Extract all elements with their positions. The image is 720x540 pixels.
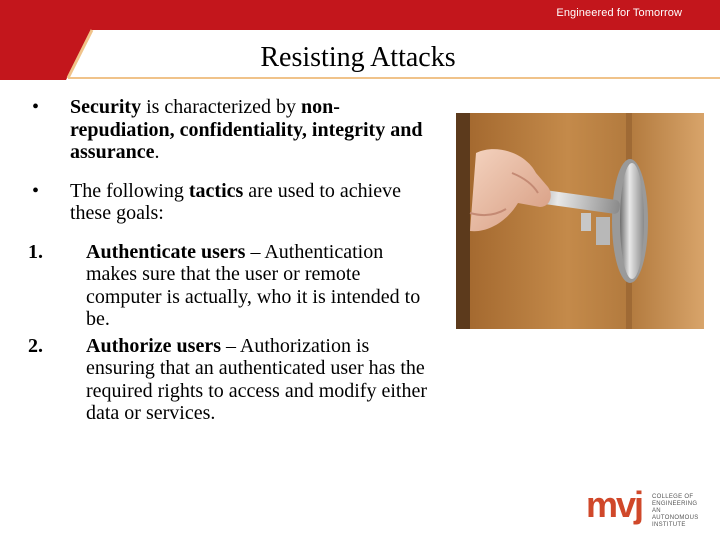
logo-line: ENGINEERING [652, 501, 698, 507]
bullet-marker: • [32, 96, 40, 118]
item-number: 1. [28, 240, 43, 263]
numbered-item-authorize [28, 335, 428, 425]
bullet-bold-term: tactics [188, 179, 244, 202]
bullet-tactics [28, 180, 428, 225]
slide-title: Resisting Attacks [260, 42, 456, 73]
bullet-marker: • [32, 179, 40, 202]
slide-body [28, 96, 428, 425]
bullet-security [28, 96, 428, 164]
item-text: – Authorization is ensuring that an authenticated user has the required rights to access and modify either data or services. [86, 334, 427, 424]
logo-line: COLLEGE OF [652, 494, 694, 500]
bullet-bold-term: Security [70, 96, 142, 118]
logo-line: AN AUTONOMOUS INSTITUTE [652, 508, 699, 528]
bullet-text: is characterized by [141, 96, 302, 118]
logo-mark: mvj [586, 484, 643, 525]
bullet-text: are used to achieve these goals: [70, 179, 401, 224]
key-in-lock-photo [456, 113, 704, 329]
bullet-bold-qualities: non-repudiation, confidentiality, integrity and assurance [70, 96, 423, 163]
logo-text [652, 494, 704, 529]
item-bold-term: Authenticate users [86, 240, 246, 263]
item-number: 2. [28, 334, 43, 357]
header-tagline: Engineered for Tomorrow [556, 7, 682, 19]
bullet-text: The following [70, 179, 189, 202]
numbered-item-authenticate [28, 241, 428, 331]
item-bold-term: Authorize users [86, 334, 221, 357]
bullet-period: . [154, 141, 160, 163]
college-logo [586, 484, 704, 528]
item-text: – Authentication makes sure that the user or remote computer is actually, who it is intended to be. [86, 240, 421, 330]
